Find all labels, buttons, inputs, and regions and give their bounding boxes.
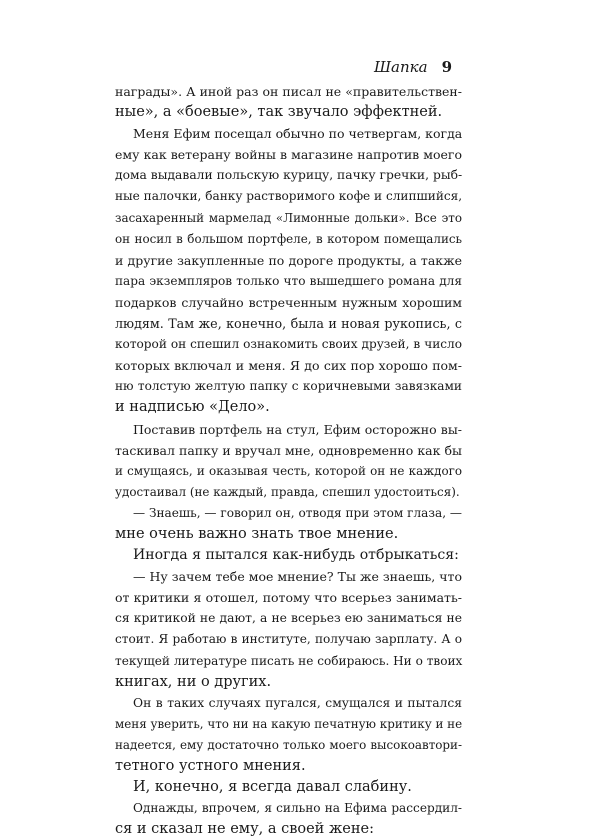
text-line: подарков случайно встреченным нужным хорошим — [115, 294, 462, 310]
text-line: ся и сказал не ему, а своей жене: — [115, 821, 374, 838]
text-line: Меня Ефим посещал обычно по четвергам, когда — [133, 126, 463, 142]
text-line: ные палочки, банку растворимого кофе и слипшийся, — [115, 189, 463, 204]
text-line: таскивал папку и вручал мне, одновременно как бы — [115, 442, 462, 458]
text-line: — Знаешь, — говорил он, отводя при этом глаза, — — [133, 505, 462, 520]
text-line: и другие закупленные по дороге продукты, а также — [115, 252, 462, 268]
text-line: текущей литературе писать не собираюсь. Ни о твоих — [115, 653, 463, 668]
body-text — [115, 81, 462, 840]
text-line: и надписью «Дело». — [115, 399, 270, 416]
text-line: которой он спешил ознакомить своих друзей, в число — [115, 337, 462, 352]
text-line: Поставив портфель на стул, Ефим осторожно вы- — [133, 421, 462, 437]
text-line: книгах, ни о других. — [115, 673, 272, 690]
running-head — [374, 58, 452, 76]
text-line: от критики я отошел, потому что всерьез занимать- — [115, 590, 462, 606]
text-line: людям. Там же, конечно, была и новая рукопись, с — [115, 316, 462, 332]
text-line: ся критикой не дают, а не всерьез ею заниматься не — [115, 611, 462, 626]
text-line: и смущаясь, и оказывая честь, которой он не каждого — [115, 463, 462, 478]
text-line: ню толстую желтую папку с коричневыми завязками — [115, 379, 462, 394]
page-number: 9 — [441, 58, 452, 76]
running-title: Шапка — [373, 58, 428, 76]
text-line: меня уверить, что ни на какую печатную критику и не — [115, 716, 463, 731]
text-line: пара экземпляров только что вышедшего романа для — [115, 273, 462, 288]
text-line: ему как ветерану войны в магазине напротив моего — [115, 147, 462, 163]
text-line: И, конечно, я всегда давал слабину. — [133, 779, 412, 796]
text-line: Он в таких случаях пугался, смущался и пытался — [133, 695, 462, 710]
text-line: Иногда я пытался как-нибудь отбрыкаться: — [133, 547, 459, 564]
text-line: стоит. Я работаю в институте, получаю зарплату. А о — [115, 632, 462, 647]
text-line: дома выдавали польскую курицу, пачку гречки, рыб- — [115, 168, 463, 183]
text-line: — Ну зачем тебе мое мнение? Ты же знаешь, что — [133, 569, 462, 585]
text-line: засахаренный мармелад «Лимонные дольки». Все это — [115, 210, 462, 225]
text-line: надеется, ему достаточно только моего высокоавтори- — [115, 737, 462, 752]
text-line: награды». А иной раз он писал не «правительствен- — [115, 84, 462, 99]
text-line: Однажды, впрочем, я сильно на Ефима рассердил- — [133, 801, 462, 816]
text-line: он носил в большом портфеле, в котором помещались — [115, 231, 462, 246]
text-line: которых включал и меня. Я до сих пор хорошо пом- — [115, 358, 462, 374]
text-line: удостаивал (не каждый, правда, спешил удостоиться). — [115, 484, 460, 499]
text-line: ные», а «боевые», так звучало эффектней. — [115, 104, 443, 121]
text-line: мне очень важно знать твое мнение. — [115, 525, 399, 542]
text-line: тетного устного мнения. — [115, 758, 306, 774]
